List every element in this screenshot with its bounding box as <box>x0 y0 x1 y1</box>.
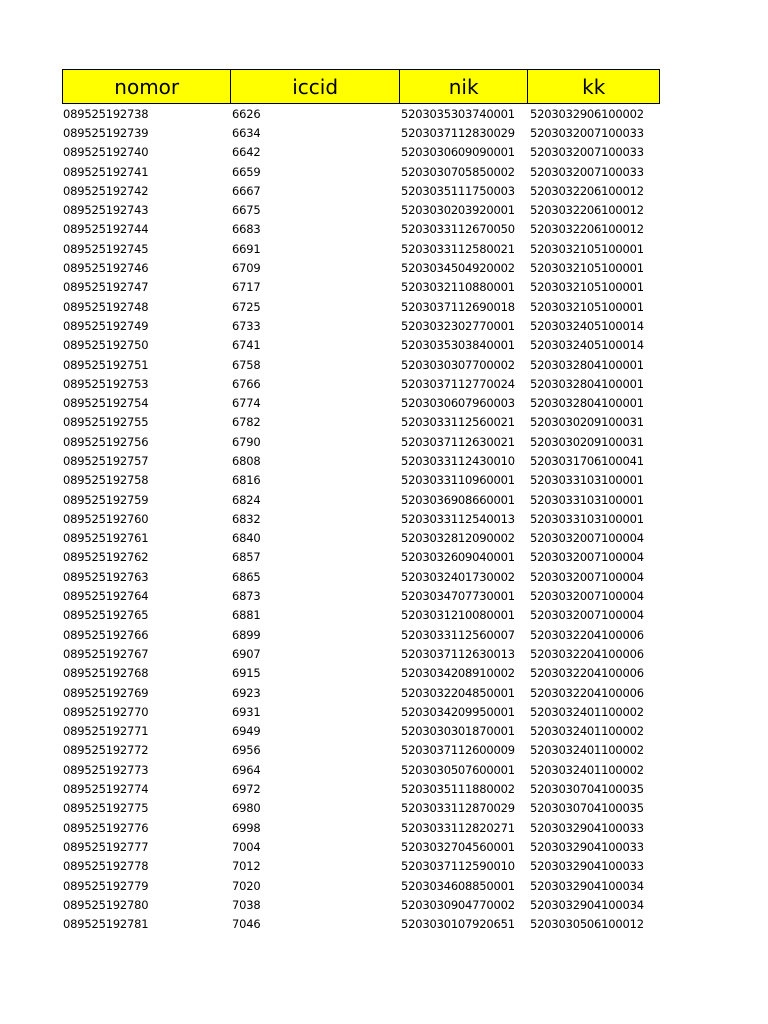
cell-nik[interactable]: 5203037112600009 <box>401 743 515 758</box>
cell-iccid[interactable]: 6865 <box>232 569 261 584</box>
table-row <box>62 490 660 509</box>
cell-kk[interactable]: 5203032007100033 <box>530 164 644 179</box>
cell-nik[interactable]: 5203033112560021 <box>401 415 515 430</box>
cell-kk[interactable]: 5203033103100001 <box>530 511 644 526</box>
cell-iccid[interactable]: 7012 <box>232 859 261 874</box>
cell-iccid[interactable]: 6873 <box>232 589 261 604</box>
cell-nik[interactable]: 5203033112540013 <box>401 511 515 526</box>
cell-nik[interactable]: 5203033112670050 <box>401 222 515 237</box>
cell-kk[interactable]: 5203032206100012 <box>530 203 644 218</box>
cell-nik[interactable]: 5203035111880002 <box>401 782 515 797</box>
cell-kk[interactable]: 5203032007100004 <box>530 608 644 623</box>
cell-iccid[interactable]: 6774 <box>232 396 261 411</box>
cell-kk[interactable]: 5203031706100041 <box>530 453 644 468</box>
cell-iccid[interactable]: 6675 <box>232 203 261 218</box>
column-header-iccid[interactable]: iccid <box>231 70 399 103</box>
cell-iccid[interactable]: 6790 <box>232 434 261 449</box>
cell-nomor[interactable]: 089525192740 <box>63 145 149 160</box>
table-row <box>62 895 660 914</box>
table-row <box>62 625 660 644</box>
cell-kk[interactable]: 5203032204100006 <box>530 666 644 681</box>
cell-nik[interactable]: 5203032704560001 <box>401 839 515 854</box>
table-row <box>62 181 660 200</box>
column-header-nik[interactable]: nik <box>400 70 529 103</box>
cell-nomor[interactable]: 089525192753 <box>63 376 149 391</box>
cell-nomor[interactable]: 089525192766 <box>63 627 149 642</box>
table-row <box>62 529 660 548</box>
cell-kk[interactable]: 5203030209100031 <box>530 415 644 430</box>
table-row <box>62 258 660 277</box>
cell-iccid[interactable]: 6998 <box>232 820 261 835</box>
cell-kk[interactable]: 5203032401100002 <box>530 762 644 777</box>
cell-kk[interactable]: 5203032007100004 <box>530 569 644 584</box>
cell-nik[interactable]: 5203037112630021 <box>401 434 515 449</box>
cell-kk[interactable]: 5203032904100034 <box>530 878 644 893</box>
table-row <box>62 857 660 876</box>
cell-iccid[interactable]: 6931 <box>232 704 261 719</box>
cell-iccid[interactable]: 6980 <box>232 801 261 816</box>
cell-iccid[interactable]: 6964 <box>232 762 261 777</box>
cell-nomor[interactable]: 089525192758 <box>63 473 149 488</box>
cell-kk[interactable]: 5203032105100001 <box>530 299 644 314</box>
cell-nik[interactable]: 5203032609040001 <box>401 550 515 565</box>
cell-nik[interactable]: 5203037112590010 <box>401 859 515 874</box>
cell-iccid[interactable]: 6816 <box>232 473 261 488</box>
cell-nik[interactable]: 5203033110960001 <box>401 473 515 488</box>
cell-nomor[interactable]: 089525192765 <box>63 608 149 623</box>
cell-nomor[interactable]: 089525192744 <box>63 222 149 237</box>
cell-kk[interactable]: 5203032405100014 <box>530 338 644 353</box>
cell-nomor[interactable]: 089525192768 <box>63 666 149 681</box>
cell-iccid[interactable]: 6758 <box>232 357 261 372</box>
cell-nik[interactable]: 5203035111750003 <box>401 183 515 198</box>
cell-nik[interactable]: 5203033112580021 <box>401 241 515 256</box>
cell-nik[interactable]: 5203033112870029 <box>401 801 515 816</box>
cell-nik[interactable]: 5203030507600001 <box>401 762 515 777</box>
cell-nomor[interactable]: 089525192749 <box>63 318 149 333</box>
table-row <box>62 393 660 412</box>
cell-kk[interactable]: 5203032007100033 <box>530 145 644 160</box>
cell-nomor[interactable]: 089525192773 <box>63 762 149 777</box>
table-row <box>62 143 660 162</box>
cell-kk[interactable]: 5203030704100035 <box>530 801 644 816</box>
table-row <box>62 760 660 779</box>
table-row <box>62 683 660 702</box>
cell-nik[interactable]: 5203030904770002 <box>401 897 515 912</box>
cell-kk[interactable]: 5203032206100012 <box>530 222 644 237</box>
cell-nomor[interactable]: 089525192778 <box>63 859 149 874</box>
cell-kk[interactable]: 5203032007100004 <box>530 550 644 565</box>
table-row <box>62 567 660 586</box>
cell-nomor[interactable]: 089525192738 <box>63 106 149 121</box>
cell-kk[interactable]: 5203032804100001 <box>530 396 644 411</box>
cell-kk[interactable]: 5203032904100033 <box>530 839 644 854</box>
cell-nik[interactable]: 5203030203920001 <box>401 203 515 218</box>
cell-kk[interactable]: 5203032906100002 <box>530 106 644 121</box>
table-row <box>62 799 660 818</box>
cell-nomor[interactable]: 089525192747 <box>63 280 149 295</box>
table-row <box>62 200 660 219</box>
table-row <box>62 644 660 663</box>
cell-iccid[interactable]: 6659 <box>232 164 261 179</box>
cell-nik[interactable]: 5203032204850001 <box>401 685 515 700</box>
cell-iccid[interactable]: 6741 <box>232 338 261 353</box>
column-header-nomor[interactable]: nomor <box>63 70 231 103</box>
cell-iccid[interactable]: 6733 <box>232 318 261 333</box>
cell-nomor[interactable]: 089525192779 <box>63 878 149 893</box>
cell-kk[interactable]: 5203032204100006 <box>530 627 644 642</box>
cell-iccid[interactable]: 6766 <box>232 376 261 391</box>
cell-nomor[interactable]: 089525192754 <box>63 396 149 411</box>
cell-nik[interactable]: 5203030705850002 <box>401 164 515 179</box>
cell-nik[interactable]: 5203030301870001 <box>401 724 515 739</box>
cell-iccid[interactable]: 6972 <box>232 782 261 797</box>
cell-nomor[interactable]: 089525192739 <box>63 125 149 140</box>
cell-nik[interactable]: 5203034707730001 <box>401 589 515 604</box>
cell-kk[interactable]: 5203032007100004 <box>530 531 644 546</box>
cell-nik[interactable]: 5203030307700002 <box>401 357 515 372</box>
cell-nik[interactable]: 5203032401730002 <box>401 569 515 584</box>
cell-nomor[interactable]: 089525192775 <box>63 801 149 816</box>
cell-kk[interactable]: 5203032105100001 <box>530 261 644 276</box>
cell-nik[interactable]: 5203034209950001 <box>401 704 515 719</box>
table-row <box>62 702 660 721</box>
cell-nomor[interactable]: 089525192746 <box>63 261 149 276</box>
cell-nomor[interactable]: 089525192774 <box>63 782 149 797</box>
table-row <box>62 336 660 355</box>
table-row <box>62 664 660 683</box>
cell-nomor[interactable]: 089525192767 <box>63 646 149 661</box>
cell-kk[interactable]: 5203032904100033 <box>530 859 644 874</box>
table-row <box>62 509 660 528</box>
cell-nik[interactable]: 5203034208910002 <box>401 666 515 681</box>
cell-iccid[interactable]: 6725 <box>232 299 261 314</box>
table-row <box>62 471 660 490</box>
cell-nik[interactable]: 5203034504920002 <box>401 261 515 276</box>
table-row <box>62 220 660 239</box>
cell-nik[interactable]: 5203033112820271 <box>401 820 515 835</box>
cell-iccid[interactable]: 6683 <box>232 222 261 237</box>
cell-iccid[interactable]: 6782 <box>232 415 261 430</box>
cell-kk[interactable]: 5203032804100001 <box>530 357 644 372</box>
cell-kk[interactable]: 5203032804100001 <box>530 376 644 391</box>
cell-nik[interactable]: 5203037112830029 <box>401 125 515 140</box>
table-row <box>62 355 660 374</box>
table-row <box>62 123 660 142</box>
cell-kk[interactable]: 5203032204100006 <box>530 646 644 661</box>
table-row <box>62 239 660 258</box>
cell-nomor[interactable]: 089525192745 <box>63 241 149 256</box>
cell-nomor[interactable]: 089525192772 <box>63 743 149 758</box>
table-row <box>62 374 660 393</box>
table-row <box>62 548 660 567</box>
cell-iccid[interactable]: 6808 <box>232 453 261 468</box>
cell-iccid[interactable]: 6915 <box>232 666 261 681</box>
cell-nomor[interactable]: 089525192769 <box>63 685 149 700</box>
table-row <box>62 606 660 625</box>
table-row <box>62 837 660 856</box>
cell-kk[interactable]: 5203032904100033 <box>530 820 644 835</box>
cell-nik[interactable]: 5203030609090001 <box>401 145 515 160</box>
cell-iccid[interactable]: 6881 <box>232 608 261 623</box>
table-row <box>62 914 660 933</box>
cell-nik[interactable]: 5203033112430010 <box>401 453 515 468</box>
cell-nik[interactable]: 5203036908660001 <box>401 492 515 507</box>
cell-nomor[interactable]: 089525192751 <box>63 357 149 372</box>
cell-nik[interactable]: 5203030607960003 <box>401 396 515 411</box>
table-row <box>62 451 660 470</box>
cell-kk[interactable]: 5203030704100035 <box>530 782 644 797</box>
cell-nik[interactable]: 5203034608850001 <box>401 878 515 893</box>
table-header-row <box>62 69 660 104</box>
cell-nomor[interactable]: 089525192771 <box>63 724 149 739</box>
cell-kk[interactable]: 5203032904100034 <box>530 897 644 912</box>
cell-iccid[interactable]: 6717 <box>232 280 261 295</box>
cell-iccid[interactable]: 6923 <box>232 685 261 700</box>
cell-nik[interactable]: 5203031210080001 <box>401 608 515 623</box>
cell-iccid[interactable]: 7046 <box>232 917 261 932</box>
cell-nik[interactable]: 5203035303840001 <box>401 338 515 353</box>
cell-nomor[interactable]: 089525192757 <box>63 453 149 468</box>
cell-iccid[interactable]: 6634 <box>232 125 261 140</box>
cell-nomor[interactable]: 089525192759 <box>63 492 149 507</box>
cell-nomor[interactable]: 089525192760 <box>63 511 149 526</box>
cell-nik[interactable]: 5203033112560007 <box>401 627 515 642</box>
cell-iccid[interactable]: 6949 <box>232 724 261 739</box>
cell-nomor[interactable]: 089525192763 <box>63 569 149 584</box>
cell-kk[interactable]: 5203030506100012 <box>530 917 644 932</box>
cell-kk[interactable]: 5203032206100012 <box>530 183 644 198</box>
cell-kk[interactable]: 5203032401100002 <box>530 724 644 739</box>
data-table <box>62 69 660 934</box>
table-row <box>62 413 660 432</box>
cell-nik[interactable]: 5203037112770024 <box>401 376 515 391</box>
column-header-kk[interactable]: kk <box>582 74 606 99</box>
cell-nomor[interactable]: 089525192761 <box>63 531 149 546</box>
cell-iccid[interactable]: 6956 <box>232 743 261 758</box>
cell-iccid[interactable]: 6840 <box>232 531 261 546</box>
cell-kk[interactable]: 5203032105100001 <box>530 280 644 295</box>
table-row <box>62 586 660 605</box>
table-row <box>62 779 660 798</box>
cell-nik[interactable]: 5203032302770001 <box>401 318 515 333</box>
cell-iccid[interactable]: 7020 <box>232 878 261 893</box>
cell-iccid[interactable]: 6691 <box>232 241 261 256</box>
cell-nik[interactable]: 5203030107920651 <box>401 917 515 932</box>
cell-nomor[interactable]: 089525192748 <box>63 299 149 314</box>
cell-iccid[interactable]: 6642 <box>232 145 261 160</box>
cell-nik[interactable]: 5203037112690018 <box>401 299 515 314</box>
cell-nomor[interactable]: 089525192781 <box>63 917 149 932</box>
cell-nomor[interactable]: 089525192777 <box>63 839 149 854</box>
table-row <box>62 876 660 895</box>
table-row <box>62 297 660 316</box>
table-row <box>62 432 660 451</box>
cell-kk[interactable]: 5203032204100006 <box>530 685 644 700</box>
table-row <box>62 722 660 741</box>
cell-iccid[interactable]: 6907 <box>232 646 261 661</box>
cell-iccid[interactable]: 7004 <box>232 839 261 854</box>
cell-iccid[interactable]: 6626 <box>232 106 261 121</box>
cell-kk[interactable]: 5203033103100001 <box>530 492 644 507</box>
cell-iccid[interactable]: 6857 <box>232 550 261 565</box>
table-body <box>62 104 660 934</box>
cell-nik[interactable]: 5203037112630013 <box>401 646 515 661</box>
table-row <box>62 741 660 760</box>
table-row <box>62 818 660 837</box>
cell-kk[interactable]: 5203032401100002 <box>530 743 644 758</box>
cell-kk[interactable]: 5203032007100004 <box>530 589 644 604</box>
cell-nomor[interactable]: 089525192764 <box>63 589 149 604</box>
table-row <box>62 162 660 181</box>
cell-nomor[interactable]: 089525192755 <box>63 415 149 430</box>
cell-iccid[interactable]: 6709 <box>232 261 261 276</box>
cell-iccid[interactable]: 6832 <box>232 511 261 526</box>
cell-nomor[interactable]: 089525192770 <box>63 704 149 719</box>
cell-nik[interactable]: 5203032110880001 <box>401 280 515 295</box>
cell-nomor[interactable]: 089525192780 <box>63 897 149 912</box>
cell-nomor[interactable]: 089525192776 <box>63 820 149 835</box>
cell-nomor[interactable]: 089525192762 <box>63 550 149 565</box>
cell-nomor[interactable]: 089525192750 <box>63 338 149 353</box>
table-row <box>62 104 660 123</box>
cell-nomor[interactable]: 089525192742 <box>63 183 149 198</box>
cell-iccid[interactable]: 6899 <box>232 627 261 642</box>
cell-kk[interactable]: 5203030209100031 <box>530 434 644 449</box>
table-row <box>62 316 660 335</box>
cell-iccid[interactable]: 6667 <box>232 183 261 198</box>
cell-kk[interactable]: 5203032405100014 <box>530 318 644 333</box>
table-row <box>62 278 660 297</box>
cell-kk[interactable]: 5203032007100033 <box>530 125 644 140</box>
cell-nomor[interactable]: 089525192743 <box>63 203 149 218</box>
cell-nomor[interactable]: 089525192756 <box>63 434 149 449</box>
cell-kk[interactable]: 5203033103100001 <box>530 473 644 488</box>
cell-nik[interactable]: 5203035303740001 <box>401 106 515 121</box>
cell-kk[interactable]: 5203032401100002 <box>530 704 644 719</box>
cell-nomor[interactable]: 089525192741 <box>63 164 149 179</box>
cell-kk[interactable]: 5203032105100001 <box>530 241 644 256</box>
cell-iccid[interactable]: 6824 <box>232 492 261 507</box>
cell-iccid[interactable]: 7038 <box>232 897 261 912</box>
cell-nik[interactable]: 5203032812090002 <box>401 531 515 546</box>
